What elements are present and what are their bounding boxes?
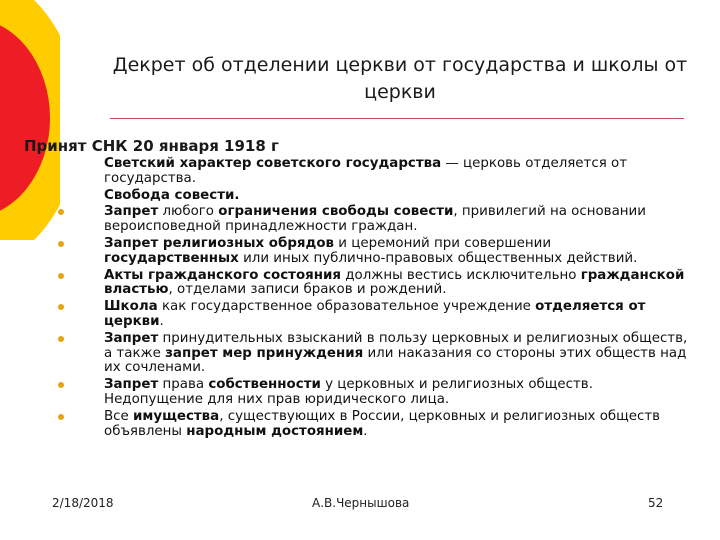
decree-provisions-list: [58, 157, 688, 441]
emphasis-text: Свобода совести.: [104, 187, 240, 203]
bullet-icon: [58, 273, 64, 279]
list-item: [58, 157, 688, 187]
emphasis-text: Акты гражданского состояния: [104, 267, 341, 283]
slide-title: Декрет об отделении церкви от государства и школы от церкви: [112, 54, 688, 103]
list-item: [58, 410, 688, 440]
emphasis-text: Запрет: [104, 330, 159, 346]
emphasis-text: Школа: [104, 299, 158, 315]
body-text: любого: [158, 204, 219, 220]
list-item: [58, 269, 688, 299]
emphasis-text: государственных: [104, 250, 239, 266]
list-item: [58, 332, 688, 376]
list-item: [58, 237, 688, 267]
body-text: и церемоний при совершении: [334, 235, 552, 251]
body-text: как государственное образовательное учреждение: [157, 299, 536, 315]
body-text: , отделами записи браков и рождений.: [168, 282, 447, 298]
emphasis-text: отделяется от церкви: [104, 299, 646, 329]
emphasis-text: Запрет: [104, 377, 159, 393]
list-item: [58, 189, 688, 204]
list-item: [58, 378, 688, 408]
bullet-icon: [58, 336, 64, 342]
body-text: , привилегий на основании вероисповедной принадлежности граждан.: [104, 204, 646, 235]
emphasis-text: Запрет: [104, 204, 159, 220]
body-text: .: [159, 313, 164, 329]
body-text: или наказания со стороны этих обществ над их сочленами.: [104, 345, 687, 376]
body-text: принудительных взысканий в пользу церковных и религиозных обществ, а также: [104, 330, 688, 361]
body-text: Все: [104, 408, 134, 424]
title-divider: [110, 118, 684, 119]
emphasis-text: запрет мер принуждения: [165, 345, 364, 361]
list-item: [58, 300, 688, 330]
lead-text: Принят СНК 20 января 1918 г: [24, 137, 279, 155]
body-text: — церковь отделяется от государства.: [104, 156, 628, 186]
body-text: у церковных и религиозных обществ. Недопущение для них прав юридического лица.: [104, 377, 593, 407]
bullet-icon: [58, 241, 64, 247]
bullet-icon: [58, 414, 64, 420]
body-text: или иных публично-правовых общественных действий.: [238, 250, 638, 266]
emphasis-text: собственности: [208, 377, 321, 393]
emphasis-text: имущества: [133, 408, 220, 424]
footer-author: А.В.Чернышова: [312, 496, 410, 510]
body-text: .: [363, 423, 368, 439]
body-text: должны вестись исключительно: [340, 267, 581, 283]
body-text: , существующих в России, церковных и религиозных обществ объявлены: [104, 408, 661, 439]
emphasis-text: народным достоянием: [186, 423, 364, 439]
emphasis-text: гражданской властью: [104, 267, 685, 298]
footer-date: 2/18/2018: [52, 496, 114, 510]
emphasis-text: Запрет религиозных обрядов: [104, 235, 334, 251]
bullet-icon: [58, 209, 64, 215]
bullet-icon: [58, 382, 64, 388]
page-number: 52: [648, 496, 664, 510]
emphasis-text: ограничения свободы совести: [218, 204, 454, 220]
list-item: [58, 205, 688, 235]
body-text: права: [158, 377, 209, 393]
emphasis-text: Светский характер советского государства: [104, 156, 442, 171]
decorative-circles: [0, 0, 60, 240]
bullet-icon: [58, 304, 64, 310]
